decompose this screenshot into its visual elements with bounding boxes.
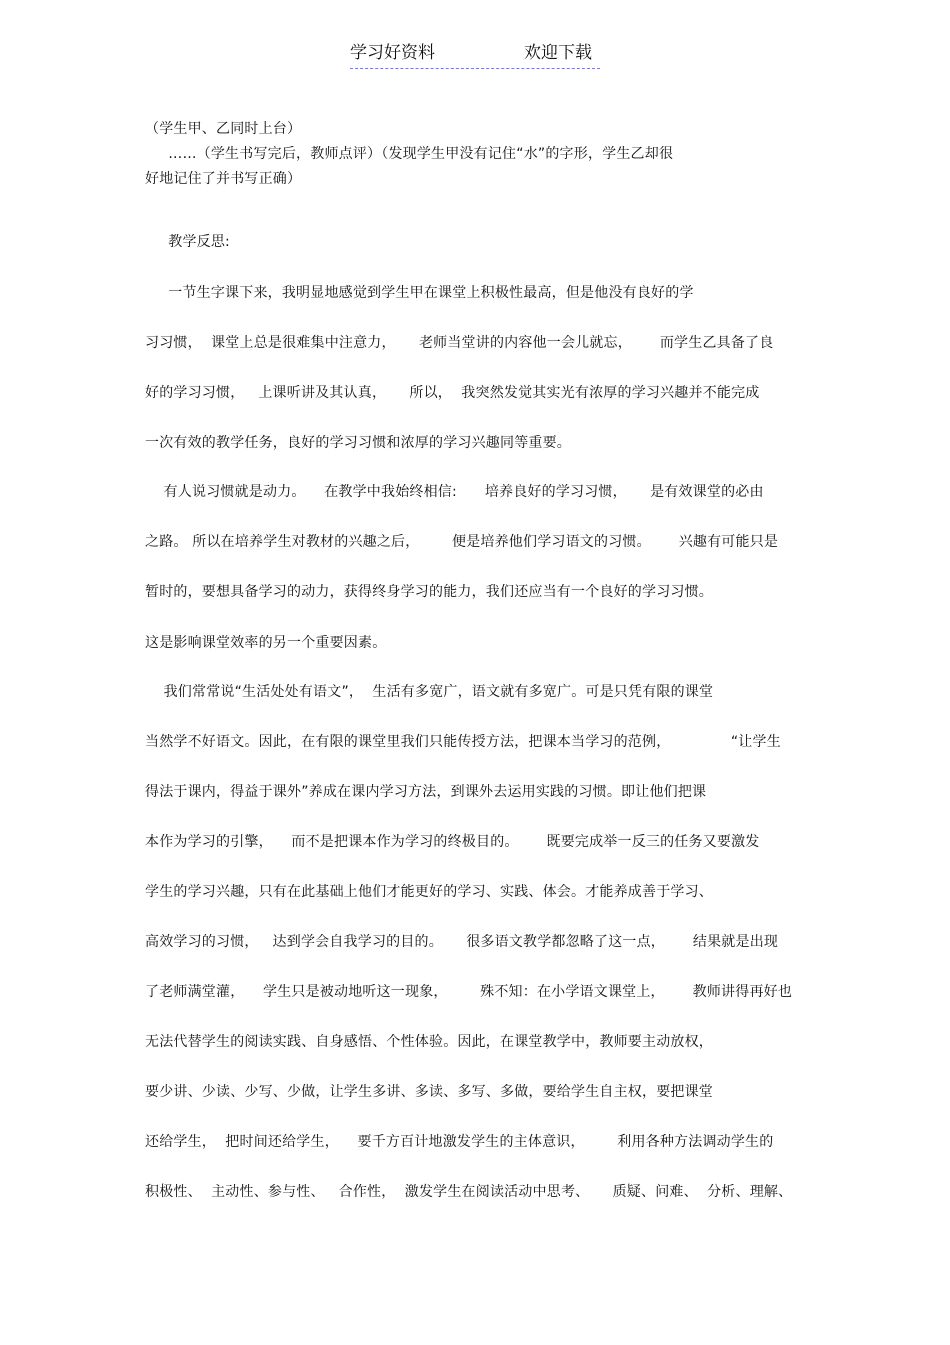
text-line: 暂时的，要想具备学习的动力，获得终身学习的能力，我们还应当有一个良好的学习习惯。 [145, 584, 713, 600]
text-line: 一节生字课下来，我明显地感觉到学生甲在课堂上积极性最高，但是他没有良好的学 [145, 285, 694, 301]
text-line: 好的学习习惯， 上课听讲及其认真， 所以， 我突然发觉其实光有浓厚的学习兴趣并不能完成 [145, 385, 760, 401]
text-line: 之路。 所以在培养学生对教材的兴趣之后， 便是培养他们学习语文的习惯。 兴趣有可能只是 [145, 534, 779, 550]
header-left-text: 学习好资料 [350, 43, 435, 63]
text-line: 要少讲、少读、少写、少做，让学生多讲、多读、多写、多做，要给学生自主权，要把课堂 [145, 1084, 713, 1100]
text-line: （学生甲、乙同时上台） [145, 121, 302, 137]
text-line: 得法于课内，得益于课外”养成在课内学习方法，到课外去运用实践的习惯。即让他们把课 [145, 784, 707, 800]
text-line: 这是影响课堂效率的另一个重要因素。 [145, 635, 387, 651]
text-line: 无法代替学生的阅读实践、自身感悟、个性体验。因此，在课堂教学中，教师要主动放权， [145, 1034, 713, 1050]
header-right-text: 欢迎下载 [524, 43, 592, 63]
text-line: 本作为学习的引擎， 而不是把课本作为学习的终极目的。 既要完成举一反三的任务又要激发 [145, 834, 760, 850]
text-line: 学生的学习兴趣，只有在此基础上他们才能更好的学习、实践、体会。才能养成善于学习、 [145, 884, 713, 900]
text-line: 好地记住了并书写正确） [145, 171, 302, 187]
text-line: 积极性、 主动性、参与性、 合作性， 激发学生在阅读活动中思考、 质疑、问难、 分析、理解、 [145, 1184, 793, 1200]
text-line: ……（学生书写完后，教师点评）（发现学生甲没有记住“水”的字形，学生乙却很 [145, 146, 674, 162]
text-line: 习习惯， 课堂上总是很难集中注意力， 老师当堂讲的内容他一会儿就忘， 而学生乙具备了良 [145, 335, 774, 351]
text-line: 了老师满堂灌， 学生只是被动地听这一现象， 殊不知：在小学语文课堂上， 教师讲得再好也 [145, 984, 793, 1000]
text-line: 当然学不好语文。因此，在有限的课堂里我们只能传授方法，把课本当学习的范例， “让学生 [145, 734, 781, 750]
text-line: 我们常常说“生活处处有语文”， 生活有多宽广，语文就有多宽广。可是只凭有限的课堂 [145, 684, 714, 700]
text-line: 高效学习的习惯， 达到学会自我学习的目的。 很多语文教学都忽略了这一点， 结果就是出现 [145, 934, 779, 950]
text-line: 还给学生， 把时间还给学生， 要千方百计地激发学生的主体意识， 利用各种方法调动学生的 [145, 1134, 774, 1150]
text-line: 一次有效的教学任务，良好的学习习惯和浓厚的学习兴趣同等重要。 [145, 435, 571, 451]
text-line: 有人说习惯就是动力。 在教学中我始终相信: 培养良好的学习习惯， 是有效课堂的必由 [145, 484, 764, 500]
text-line: 教学反思: [145, 234, 230, 250]
page-header [350, 40, 600, 69]
